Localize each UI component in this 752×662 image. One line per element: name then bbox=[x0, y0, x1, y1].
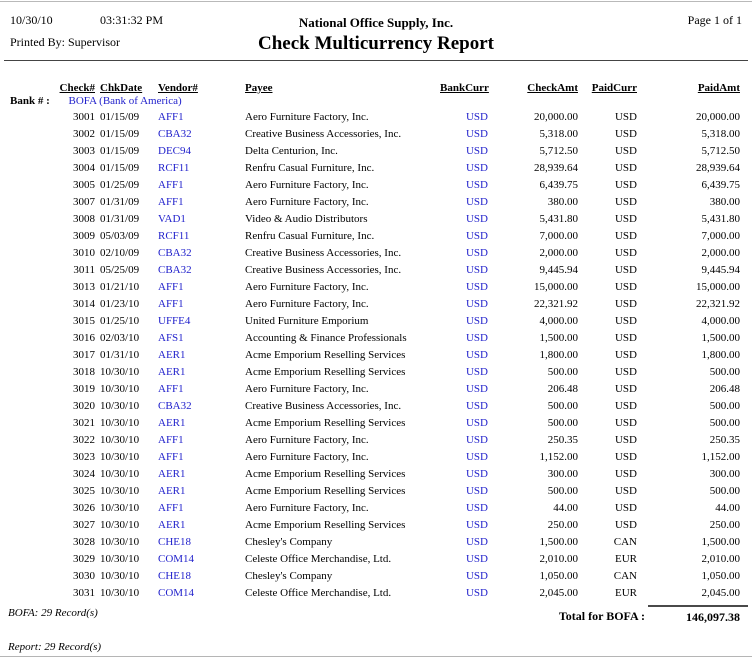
paid-amount: 28,939.64 bbox=[696, 162, 740, 174]
check-number: 3022 bbox=[73, 434, 95, 446]
paid-currency: USD bbox=[614, 366, 637, 378]
check-number: 3014 bbox=[73, 298, 95, 310]
check-number: 3010 bbox=[73, 247, 95, 259]
payee-name: United Furniture Emporium bbox=[245, 315, 369, 327]
paid-currency: USD bbox=[614, 247, 637, 259]
payee-name: Celeste Office Merchandise, Ltd. bbox=[245, 553, 392, 565]
check-number: 3023 bbox=[73, 451, 95, 463]
check-amount: 500.00 bbox=[547, 366, 578, 378]
paid-amount: 44.00 bbox=[715, 502, 740, 514]
check-number: 3001 bbox=[73, 111, 95, 123]
table-row bbox=[0, 262, 745, 279]
payee-name: Celeste Office Merchandise, Ltd. bbox=[245, 587, 392, 599]
check-date: 10/30/10 bbox=[100, 502, 140, 514]
bank-currency: USD bbox=[465, 196, 488, 208]
bank-total-amount: 146,097.38 bbox=[648, 605, 748, 625]
paid-amount: 500.00 bbox=[709, 417, 740, 429]
paid-currency: CAN bbox=[613, 570, 637, 582]
vendor-code: CBA32 bbox=[158, 247, 192, 259]
payee-name: Aero Furniture Factory, Inc. bbox=[245, 111, 369, 123]
paid-amount: 1,500.00 bbox=[701, 536, 740, 548]
paid-amount: 5,712.50 bbox=[701, 145, 740, 157]
table-row bbox=[0, 296, 745, 313]
table-row bbox=[0, 313, 745, 330]
vendor-code: CBA32 bbox=[158, 400, 192, 412]
paid-amount: 2,010.00 bbox=[701, 553, 740, 565]
check-amount: 44.00 bbox=[553, 502, 578, 514]
paid-amount: 250.35 bbox=[709, 434, 740, 446]
bank-record-count: BOFA: 29 Record(s) bbox=[8, 607, 98, 619]
check-number: 3020 bbox=[73, 400, 95, 412]
check-number: 3008 bbox=[73, 213, 95, 225]
vendor-code: UFFE4 bbox=[158, 315, 191, 327]
vendor-code: AFF1 bbox=[158, 196, 184, 208]
payee-name: Acme Emporium Reselling Services bbox=[245, 349, 406, 361]
paid-currency: USD bbox=[614, 213, 637, 225]
check-date: 10/30/10 bbox=[100, 536, 140, 548]
check-date: 01/31/09 bbox=[100, 213, 140, 225]
bank-currency: USD bbox=[465, 570, 488, 582]
paid-amount: 15,000.00 bbox=[696, 281, 740, 293]
bank-currency: USD bbox=[465, 383, 488, 395]
check-date: 01/25/09 bbox=[100, 179, 140, 191]
payee-name: Aero Furniture Factory, Inc. bbox=[245, 383, 369, 395]
bank-currency: USD bbox=[465, 315, 488, 327]
check-date: 01/31/10 bbox=[100, 349, 140, 361]
table-row bbox=[0, 398, 745, 415]
paid-amount: 1,800.00 bbox=[701, 349, 740, 361]
paid-amount: 7,000.00 bbox=[701, 230, 740, 242]
paid-amount: 6,439.75 bbox=[701, 179, 740, 191]
header-divider bbox=[4, 60, 748, 61]
check-date: 10/30/10 bbox=[100, 587, 140, 599]
vendor-code: AFF1 bbox=[158, 434, 184, 446]
check-amount: 1,152.00 bbox=[539, 451, 578, 463]
bank-currency: USD bbox=[465, 247, 488, 259]
table-row bbox=[0, 517, 745, 534]
check-amount: 5,712.50 bbox=[539, 145, 578, 157]
check-number: 3029 bbox=[73, 553, 95, 565]
paid-currency: USD bbox=[614, 128, 637, 140]
check-date: 10/30/10 bbox=[100, 468, 140, 480]
paid-currency: USD bbox=[614, 519, 637, 531]
vendor-code: COM14 bbox=[158, 553, 195, 565]
check-date: 01/15/09 bbox=[100, 111, 140, 123]
page-bottom-border bbox=[0, 656, 752, 657]
paid-amount: 1,152.00 bbox=[701, 451, 740, 463]
table-row bbox=[0, 466, 745, 483]
payee-name: Creative Business Accessories, Inc. bbox=[245, 247, 402, 259]
check-number: 3017 bbox=[73, 349, 95, 361]
paid-currency: USD bbox=[614, 451, 637, 463]
paid-amount: 206.48 bbox=[709, 383, 740, 395]
column-header-check-date: ChkDate bbox=[100, 82, 143, 94]
check-date: 10/30/10 bbox=[100, 570, 140, 582]
paid-amount: 9,445.94 bbox=[701, 264, 740, 276]
bank-currency: USD bbox=[465, 111, 488, 123]
check-amount: 380.00 bbox=[547, 196, 578, 208]
check-amount: 5,431.80 bbox=[539, 213, 578, 225]
table-row bbox=[0, 177, 745, 194]
vendor-code: AER1 bbox=[158, 366, 186, 378]
table-row bbox=[0, 364, 745, 381]
check-number: 3031 bbox=[73, 587, 95, 599]
table-row bbox=[0, 228, 745, 245]
check-number: 3015 bbox=[73, 315, 95, 327]
check-date: 10/30/10 bbox=[100, 366, 140, 378]
paid-amount: 5,431.80 bbox=[701, 213, 740, 225]
check-amount: 1,800.00 bbox=[539, 349, 578, 361]
paid-currency: EUR bbox=[615, 553, 637, 565]
check-date: 01/15/09 bbox=[100, 145, 140, 157]
bank-currency: USD bbox=[465, 145, 488, 157]
check-number: 3027 bbox=[73, 519, 95, 531]
payee-name: Aero Furniture Factory, Inc. bbox=[245, 196, 369, 208]
paid-amount: 500.00 bbox=[709, 366, 740, 378]
table-row bbox=[0, 500, 745, 517]
vendor-code: CBA32 bbox=[158, 264, 192, 276]
paid-currency: USD bbox=[614, 230, 637, 242]
paid-currency: USD bbox=[614, 468, 637, 480]
bank-currency: USD bbox=[465, 264, 488, 276]
payee-name: Video & Audio Distributors bbox=[245, 213, 368, 225]
check-amount: 2,045.00 bbox=[539, 587, 578, 599]
vendor-code: AFF1 bbox=[158, 281, 184, 293]
payee-name: Aero Furniture Factory, Inc. bbox=[245, 179, 369, 191]
paid-currency: USD bbox=[614, 264, 637, 276]
check-number: 3021 bbox=[73, 417, 95, 429]
vendor-code: AER1 bbox=[158, 485, 186, 497]
page-indicator: Page 1 of 1 bbox=[687, 13, 742, 27]
bank-currency: USD bbox=[465, 468, 488, 480]
check-amount: 15,000.00 bbox=[534, 281, 578, 293]
table-row bbox=[0, 126, 745, 143]
vendor-code: AFF1 bbox=[158, 298, 184, 310]
check-amount: 22,321.92 bbox=[534, 298, 578, 310]
check-amount: 5,318.00 bbox=[539, 128, 578, 140]
check-date: 01/25/10 bbox=[100, 315, 140, 327]
check-amount: 1,500.00 bbox=[539, 332, 578, 344]
bank-currency: USD bbox=[465, 536, 488, 548]
payee-name: Chesley's Company bbox=[245, 570, 333, 582]
vendor-code: CBA32 bbox=[158, 128, 192, 140]
check-date: 10/30/10 bbox=[100, 519, 140, 531]
paid-currency: USD bbox=[614, 417, 637, 429]
payee-name: Creative Business Accessories, Inc. bbox=[245, 128, 402, 140]
check-amount: 20,000.00 bbox=[534, 111, 578, 123]
bank-currency: USD bbox=[465, 587, 488, 599]
check-date: 05/03/09 bbox=[100, 230, 140, 242]
column-header-paid-amount: PaidAmt bbox=[697, 82, 740, 94]
check-amount: 2,010.00 bbox=[539, 553, 578, 565]
paid-amount: 2,045.00 bbox=[701, 587, 740, 599]
paid-amount: 4,000.00 bbox=[701, 315, 740, 327]
table-header-row bbox=[0, 76, 745, 94]
bank-group-row bbox=[0, 94, 745, 109]
check-date: 05/25/09 bbox=[100, 264, 140, 276]
page-top-border bbox=[0, 1, 752, 2]
bank-currency: USD bbox=[465, 213, 488, 225]
check-number: 3011 bbox=[73, 264, 95, 276]
check-amount: 300.00 bbox=[547, 468, 578, 480]
paid-currency: USD bbox=[614, 298, 637, 310]
table-row bbox=[0, 551, 745, 568]
vendor-code: AER1 bbox=[158, 349, 186, 361]
table-row bbox=[0, 381, 745, 398]
vendor-code: AFF1 bbox=[158, 451, 184, 463]
check-amount: 250.35 bbox=[547, 434, 578, 446]
paid-amount: 380.00 bbox=[709, 196, 740, 208]
check-number: 3005 bbox=[73, 179, 95, 191]
check-amount: 500.00 bbox=[547, 485, 578, 497]
check-date: 01/31/09 bbox=[100, 196, 140, 208]
paid-amount: 500.00 bbox=[709, 485, 740, 497]
vendor-code: CHE18 bbox=[158, 570, 191, 582]
bank-currency: USD bbox=[465, 298, 488, 310]
check-number: 3007 bbox=[73, 196, 95, 208]
paid-amount: 1,500.00 bbox=[701, 332, 740, 344]
check-number: 3002 bbox=[73, 128, 95, 140]
vendor-code: AFF1 bbox=[158, 502, 184, 514]
report-record-count: Report: 29 Record(s) bbox=[8, 641, 102, 653]
check-date: 10/30/10 bbox=[100, 434, 140, 446]
payee-name: Aero Furniture Factory, Inc. bbox=[245, 298, 369, 310]
paid-currency: USD bbox=[614, 196, 637, 208]
vendor-code: DEC94 bbox=[158, 145, 191, 157]
check-number: 3028 bbox=[73, 536, 95, 548]
check-amount: 1,500.00 bbox=[539, 536, 578, 548]
bank-currency: USD bbox=[465, 179, 488, 191]
column-header-payee: Payee bbox=[245, 82, 273, 94]
table-row bbox=[0, 194, 745, 211]
check-date: 10/30/10 bbox=[100, 485, 140, 497]
paid-currency: USD bbox=[614, 349, 637, 361]
check-date: 10/30/10 bbox=[100, 400, 140, 412]
check-amount: 1,050.00 bbox=[539, 570, 578, 582]
check-number: 3003 bbox=[73, 145, 95, 157]
paid-currency: USD bbox=[614, 179, 637, 191]
check-number: 3018 bbox=[73, 366, 95, 378]
payee-name: Acme Emporium Reselling Services bbox=[245, 485, 406, 497]
paid-currency: USD bbox=[614, 332, 637, 344]
paid-amount: 250.00 bbox=[709, 519, 740, 531]
payee-name: Acme Emporium Reselling Services bbox=[245, 366, 406, 378]
table-body bbox=[0, 94, 745, 602]
bank-total-label: Total for BOFA : bbox=[558, 609, 645, 623]
paid-currency: EUR bbox=[615, 587, 637, 599]
report-time: 03:31:32 PM bbox=[100, 13, 164, 27]
vendor-code: AER1 bbox=[158, 417, 186, 429]
bank-currency: USD bbox=[465, 519, 488, 531]
table-row bbox=[0, 534, 745, 551]
paid-currency: USD bbox=[614, 485, 637, 497]
payee-name: Acme Emporium Reselling Services bbox=[245, 417, 406, 429]
bank-currency: USD bbox=[465, 417, 488, 429]
check-amount: 250.00 bbox=[547, 519, 578, 531]
check-number: 3013 bbox=[73, 281, 95, 293]
bank-label: Bank # : bbox=[10, 95, 50, 107]
check-date: 10/30/10 bbox=[100, 451, 140, 463]
paid-amount: 20,000.00 bbox=[696, 111, 740, 123]
payee-name: Aero Furniture Factory, Inc. bbox=[245, 451, 369, 463]
table-row bbox=[0, 109, 745, 126]
vendor-code: AFS1 bbox=[158, 332, 184, 344]
vendor-code: RCF11 bbox=[158, 162, 190, 174]
check-number: 3016 bbox=[73, 332, 95, 344]
payee-name: Renfru Casual Furniture, Inc. bbox=[245, 230, 375, 242]
paid-amount: 22,321.92 bbox=[696, 298, 740, 310]
bank-currency: USD bbox=[465, 366, 488, 378]
table-row bbox=[0, 585, 745, 602]
payee-name: Aero Furniture Factory, Inc. bbox=[245, 281, 369, 293]
paid-currency: USD bbox=[614, 434, 637, 446]
paid-amount: 2,000.00 bbox=[701, 247, 740, 259]
check-amount: 500.00 bbox=[547, 417, 578, 429]
paid-currency: USD bbox=[614, 315, 637, 327]
payee-name: Acme Emporium Reselling Services bbox=[245, 468, 406, 480]
bank-name: BOFA (Bank of America) bbox=[68, 95, 182, 107]
table-row bbox=[0, 330, 745, 347]
check-table bbox=[0, 76, 745, 602]
paid-currency: CAN bbox=[613, 536, 637, 548]
payee-name: Acme Emporium Reselling Services bbox=[245, 519, 406, 531]
bank-currency: USD bbox=[465, 485, 488, 497]
bank-currency: USD bbox=[465, 281, 488, 293]
bank-currency: USD bbox=[465, 553, 488, 565]
bank-currency: USD bbox=[465, 128, 488, 140]
printed-by: Printed By: Supervisor bbox=[10, 35, 120, 49]
check-amount: 500.00 bbox=[547, 400, 578, 412]
check-amount: 6,439.75 bbox=[539, 179, 578, 191]
bank-total-row bbox=[0, 603, 752, 627]
bank-currency: USD bbox=[465, 434, 488, 446]
column-header-bank-currency: BankCurr bbox=[440, 82, 489, 94]
vendor-code: CHE18 bbox=[158, 536, 191, 548]
check-number: 3019 bbox=[73, 383, 95, 395]
check-date: 10/30/10 bbox=[100, 383, 140, 395]
report-title: Check Multicurrency Report bbox=[257, 33, 495, 54]
bank-currency: USD bbox=[465, 332, 488, 344]
check-date: 02/03/10 bbox=[100, 332, 140, 344]
check-number: 3024 bbox=[73, 468, 95, 480]
vendor-code: AER1 bbox=[158, 519, 186, 531]
check-number: 3004 bbox=[73, 162, 95, 174]
check-date: 01/23/10 bbox=[100, 298, 140, 310]
table-row bbox=[0, 483, 745, 500]
paid-currency: USD bbox=[614, 383, 637, 395]
bank-currency: USD bbox=[465, 502, 488, 514]
check-amount: 9,445.94 bbox=[539, 264, 578, 276]
check-date: 01/15/09 bbox=[100, 128, 140, 140]
payee-name: Creative Business Accessories, Inc. bbox=[245, 400, 402, 412]
paid-currency: USD bbox=[614, 111, 637, 123]
check-amount: 2,000.00 bbox=[539, 247, 578, 259]
payee-name: Renfru Casual Furniture, Inc. bbox=[245, 162, 375, 174]
check-amount: 206.48 bbox=[547, 383, 578, 395]
paid-currency: USD bbox=[614, 145, 637, 157]
company-name: National Office Supply, Inc. bbox=[298, 15, 454, 30]
table-row bbox=[0, 415, 745, 432]
paid-currency: USD bbox=[614, 162, 637, 174]
table-row bbox=[0, 160, 745, 177]
paid-currency: USD bbox=[614, 281, 637, 293]
bank-currency: USD bbox=[465, 400, 488, 412]
bank-currency: USD bbox=[465, 230, 488, 242]
payee-name: Creative Business Accessories, Inc. bbox=[245, 264, 402, 276]
column-header-check-amount: CheckAmt bbox=[527, 82, 578, 94]
check-amount: 7,000.00 bbox=[539, 230, 578, 242]
column-header-check-number: Check# bbox=[59, 82, 95, 94]
paid-amount: 500.00 bbox=[709, 400, 740, 412]
payee-name: Aero Furniture Factory, Inc. bbox=[245, 434, 369, 446]
vendor-code: RCF11 bbox=[158, 230, 190, 242]
vendor-code: COM14 bbox=[158, 587, 195, 599]
check-date: 10/30/10 bbox=[100, 417, 140, 429]
check-date: 02/10/09 bbox=[100, 247, 140, 259]
paid-currency: USD bbox=[614, 400, 637, 412]
vendor-code: AFF1 bbox=[158, 111, 184, 123]
paid-amount: 300.00 bbox=[709, 468, 740, 480]
payee-name: Accounting & Finance Professionals bbox=[245, 332, 407, 344]
table-row bbox=[0, 347, 745, 364]
column-header-vendor: Vendor# bbox=[158, 82, 198, 94]
table-row bbox=[0, 432, 745, 449]
payee-name: Aero Furniture Factory, Inc. bbox=[245, 502, 369, 514]
bank-currency: USD bbox=[465, 162, 488, 174]
check-amount: 28,939.64 bbox=[534, 162, 578, 174]
table-row bbox=[0, 143, 745, 160]
table-row bbox=[0, 245, 745, 262]
vendor-code: AFF1 bbox=[158, 179, 184, 191]
vendor-code: AER1 bbox=[158, 468, 186, 480]
check-number: 3026 bbox=[73, 502, 95, 514]
column-header-paid-currency: PaidCurr bbox=[591, 82, 637, 94]
payee-name: Chesley's Company bbox=[245, 536, 333, 548]
paid-currency: USD bbox=[614, 502, 637, 514]
vendor-code: VAD1 bbox=[158, 213, 186, 225]
check-number: 3030 bbox=[73, 570, 95, 582]
check-date: 01/15/09 bbox=[100, 162, 140, 174]
check-number: 3009 bbox=[73, 230, 95, 242]
paid-amount: 5,318.00 bbox=[701, 128, 740, 140]
table-row bbox=[0, 449, 745, 466]
vendor-code: AFF1 bbox=[158, 383, 184, 395]
paid-amount: 1,050.00 bbox=[701, 570, 740, 582]
report-date: 10/30/10 bbox=[10, 13, 53, 27]
check-date: 01/21/10 bbox=[100, 281, 140, 293]
check-amount: 4,000.00 bbox=[539, 315, 578, 327]
bank-currency: USD bbox=[465, 349, 488, 361]
table-row bbox=[0, 211, 745, 228]
check-number: 3025 bbox=[73, 485, 95, 497]
bank-currency: USD bbox=[465, 451, 488, 463]
payee-name: Delta Centurion, Inc. bbox=[245, 145, 338, 157]
check-date: 10/30/10 bbox=[100, 553, 140, 565]
table-row bbox=[0, 568, 745, 585]
table-row bbox=[0, 279, 745, 296]
